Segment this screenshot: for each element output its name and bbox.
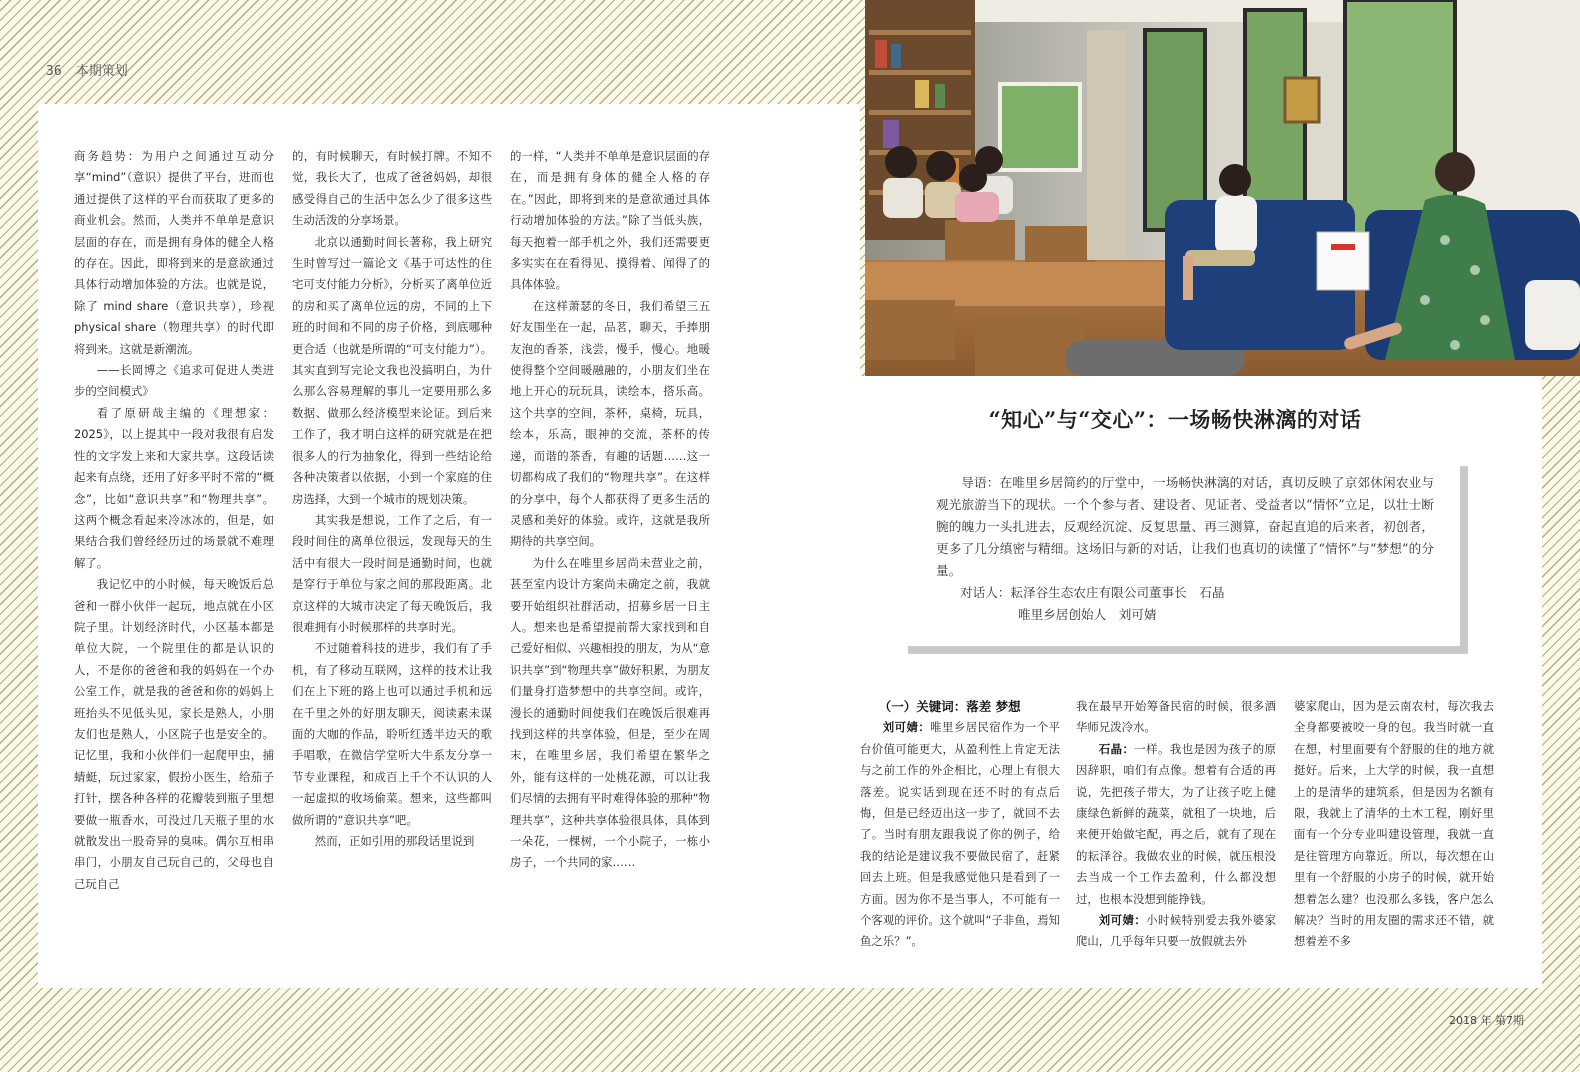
speaker-name: 刘可婧： [1098,913,1147,928]
article-column-1 [74,146,274,895]
article-paragraph: 的，有时候聊天，有时候打牌。不知不觉，我长大了，也成了爸爸妈妈，却很感受得自己的生活中怎么少了很多这些生动活泼的分享场景。 [292,149,492,228]
article-paragraph: 然而，正如引用的那段话里说到 [314,834,475,848]
feature-headline: “知心”与“交心”：一场畅快淋漓的对话 [988,407,1362,432]
speaker-name: 刘可婧： [882,720,931,735]
article-paragraph: 在这样萧瑟的冬日，我们希望三五好友围坐在一起，品茗，聊天，手捧朋友泡的香茶，浅尝，慢手，慢心。地暖使得整个空间暖融融的，小朋友们坐在地上开心的玩玩具，读绘本，搭乐高。这个共享的空间，茶杯，桌椅，玩具，绘本，乐高，眼神的交流，茶杯的传递，而谐的茶香，有趣的话题……这一切都构成了我们的“物理共享”。在这样的分享中，每个人都获得了更多生活的灵感和美好的体验。或许，这就是我所期待的共享空间。 [510,298,710,549]
article-paragraph: 看了原研哉主编的《理想家：2025》，以上提其中一段对我很有启发性的文字发上来和大家共享。这段话读起来有点绕，还用了好多平时不常的“概念”，比如“意识共享”和“物理共享”。这两个概念看起来冷冰冰的，但是，如果结合我们曾经经历过的场景就不难理解了。 [74,405,274,570]
article-paragraph: 北京以通勤时间长著称，我上研究生时曾写过一篇论文《基于可达性的住宅可支付能力分析》，分析买了离单位近的房和买了离单位远的房，不同的上下班的时间和不同的房子价格，到底哪种更合适（也就是所谓的“可支付能力”）。其实直到写完论文我也没搞明白，为什么那么容易理解的事儿一定要用那么多数据、做那么经济模型来论证。到后来工作了，我才明白这样的研究就是在把很多人的行为抽象化，得到一些结论给各种决策者以依据，小到一个家庭的住房选择，大到一个城市的规划决策。 [292,234,492,506]
speaker-text: 小时候特别爱去我外婆家爬山，几乎每年只要一放假就去外 [1076,913,1276,949]
article-citation: ——长岡博之《追求可促进人类进步的空间模式》 [74,363,274,399]
article-column-3 [510,146,710,874]
article-paragraph: 其实我是想说，工作了之后，有一段时间住的离单位很远，发现每天的生活中有很大一段时间是通勤时间，也就是穿行于单位与家之间的那段距离。北京这样的大城市决定了每天晚饭后，我很难拥有小时候那样的共享时光。 [292,512,492,634]
speaker-text: 唯里乡居民宿作为一个平台价值可能更大，从盈利性上肯定无法与之前工作的外企相比，心理上有很大落差。说实话到现在还不时的有点后悔，但是已经迈出这一步了，就回不去了。当时有朋友跟我说了你的例子，给我的结论是建议我不要做民宿了，赶紧回去上班。但是我感觉他只是看到了一方面。因为你不是当事人，不可能有一个客观的评价。这个就叫“子非鱼，焉知鱼之乐？”。 [860,720,1060,949]
photo-lounge-conversation [865,0,1580,376]
interview-column-3 [1294,696,1494,953]
article-paragraph: 不过随着科技的进步，我们有了手机，有了移动互联网，这样的技术让我们在上下班的路上也可以通过手机和远在千里之外的好朋友聊天，阅读素未谋面的大咖的作品，聆听红透半边天的歌手唱歌，在微信学堂听大牛系友分享一节专业课程，和成百上千个不认识的人一起虚拟的收场偷菜。想来，这些都叫做所谓的“意识共享”吧。 [292,641,492,827]
dialogue-participant-2: 唯里乡居创始人 刘可婧 [1018,607,1157,622]
article-column-2 [292,146,492,852]
intro-text: 导语：在唯里乡居简约的厅堂中，一场畅快淋漓的对话，真切反映了京郊休闲农业与观光旅游当下的现状。一个个参与者、建设者、见证者、受益者以“情怀”立足，以壮士断腕的魄力一头扎进去，反观经沉淀、反复思量、再三测算，奋起直追的后来者，初创者，更多了几分缜密与精细。这场旧与新的对话，让我们也真切的读懂了“情怀”与“梦想”的分量。 [936,475,1434,578]
intro-box [900,458,1460,646]
section-heading: （一）关键词：落差 梦想 [878,699,1021,714]
article-paragraph: 为什么在唯里乡居尚未营业之前，甚至室内设计方案尚未确定之前，我就要开始组织社群活动，招募乡居一日主人。想来也是希望提前帮大家找到和自己爱好相似、兴趣相投的朋友，为从“意识共享”到“物理共享”做好积累，为朋友们量身打造梦想中的共享空间。或许，漫长的通勤时间使我们在晚饭后很难再找到这样的共享体验，但是，至少在周末，在唯里乡居，我们希望在繁华之外，能有这样的一处桃花源，可以让我们尽情的去拥有平时难得体验的那种“物理共享”，这种共享体验很具体，具体到一朵花，一棵树，一个小院子，一栋小房子，一个共同的家…… [510,555,710,870]
speaker-text: 一样。我也是因为孩子的原因辞职，咱们有点像。想着有合适的再说，先把孩子带大，为了让孩子吃上健康绿色新鲜的蔬菜，就租了一块地，后来便开始做宅配，再之后，就有了现在的耘泽谷。我做农业的时候，就压根没去当成一个工作去盈利，什么都没想过，也根本没想到能挣钱。 [1076,741,1276,906]
interview-paragraph [1294,696,1494,953]
speaker-text: 婆家爬山，因为是云南农村，每次我去全身都要被咬一身的包。我当时就一直在想，村里面要有个舒服的住的地方就挺好。后来，上大学的时候，我一直想上的是清华的建筑系，但是因为名额有限，我就上了清华的土木工程，刚好里面有一个分专业叫建设管理，我就一直是往管理方向靠近。所以，每次想在山里有一个舒服的小房子的时候，就开始想着怎么建？也没那么多钱，客户怎么解决？当时的用友圈的需求还不错，就想着差不多 [1294,699,1494,949]
speaker-name: 石晶： [1098,741,1135,756]
interview-column-1 [860,696,1060,953]
interview-paragraph [1076,910,1276,953]
page-number: 36 [46,64,62,79]
dialogue-participant-1: 对话人：耘泽谷生态农庄有限公司董事长 石晶 [960,585,1225,600]
section-title: 本期策划 [75,64,128,79]
article-paragraph: 商务趋势：为用户之间通过互动分享“mind”（意识）提供了平台，进而也通过提供了这样的平台而获取了更多的商业机会。然而，人类并不单单是意识层面的存在，而是拥有身体的健全人格的存在。因此，即将到来的是意欲通过具体行动增加体验的方法。也就是说，除了 mind share（意识共享），珍视 physical share（物理共享）的时代即将到来。这就是新潮流。 [74,149,274,356]
article-paragraph: 我记忆中的小时候，每天晚饭后总爸和一群小伙伴一起玩，地点就在小区院子里。计划经济时代，小区基本都是单位大院，一个院里住的都是认识的人，不是你的爸爸和我的妈妈在一个办公室工作，就是我的爸爸和你的妈妈上班抬头不见低头见，家长是熟人，小朋友们也是熟人，小区院子也是安全的。记忆里，我和小伙伴们一起爬甲虫，捕蜻蜓，玩过家家，假扮小医生，给茄子打针，摆各种各样的花瓣装到瓶子里想要做一瓶香水，可没过几天瓶子里的水就散发出一股奇异的臭味。偶尔互相串串门，小朋友自己玩自己的，父母也自己玩自己 [74,577,274,891]
page-header [46,60,128,79]
interview-paragraph [1076,739,1276,910]
speaker-text: 我在最早开始筹备民宿的时候，很多酒华师兄泼冷水。 [1076,699,1276,735]
interview-paragraph [860,717,1060,952]
article-paragraph: 的一样，“人类并不单单是意识层面的存在，而是拥有身体的健全人格的存在。”因此，即将到来的是意欲通过具体行动增加体验的方法。”除了当低头族，每天抱着一部手机之外，我们还需要更多实实在在看得见、摸得着、闻得了的具体体验。 [510,149,710,292]
interview-paragraph [1076,696,1276,739]
photo-illustration [865,0,1580,376]
issue-footer: 2018 年 第7期 [1449,1014,1524,1027]
interview-column-2 [1076,696,1276,953]
